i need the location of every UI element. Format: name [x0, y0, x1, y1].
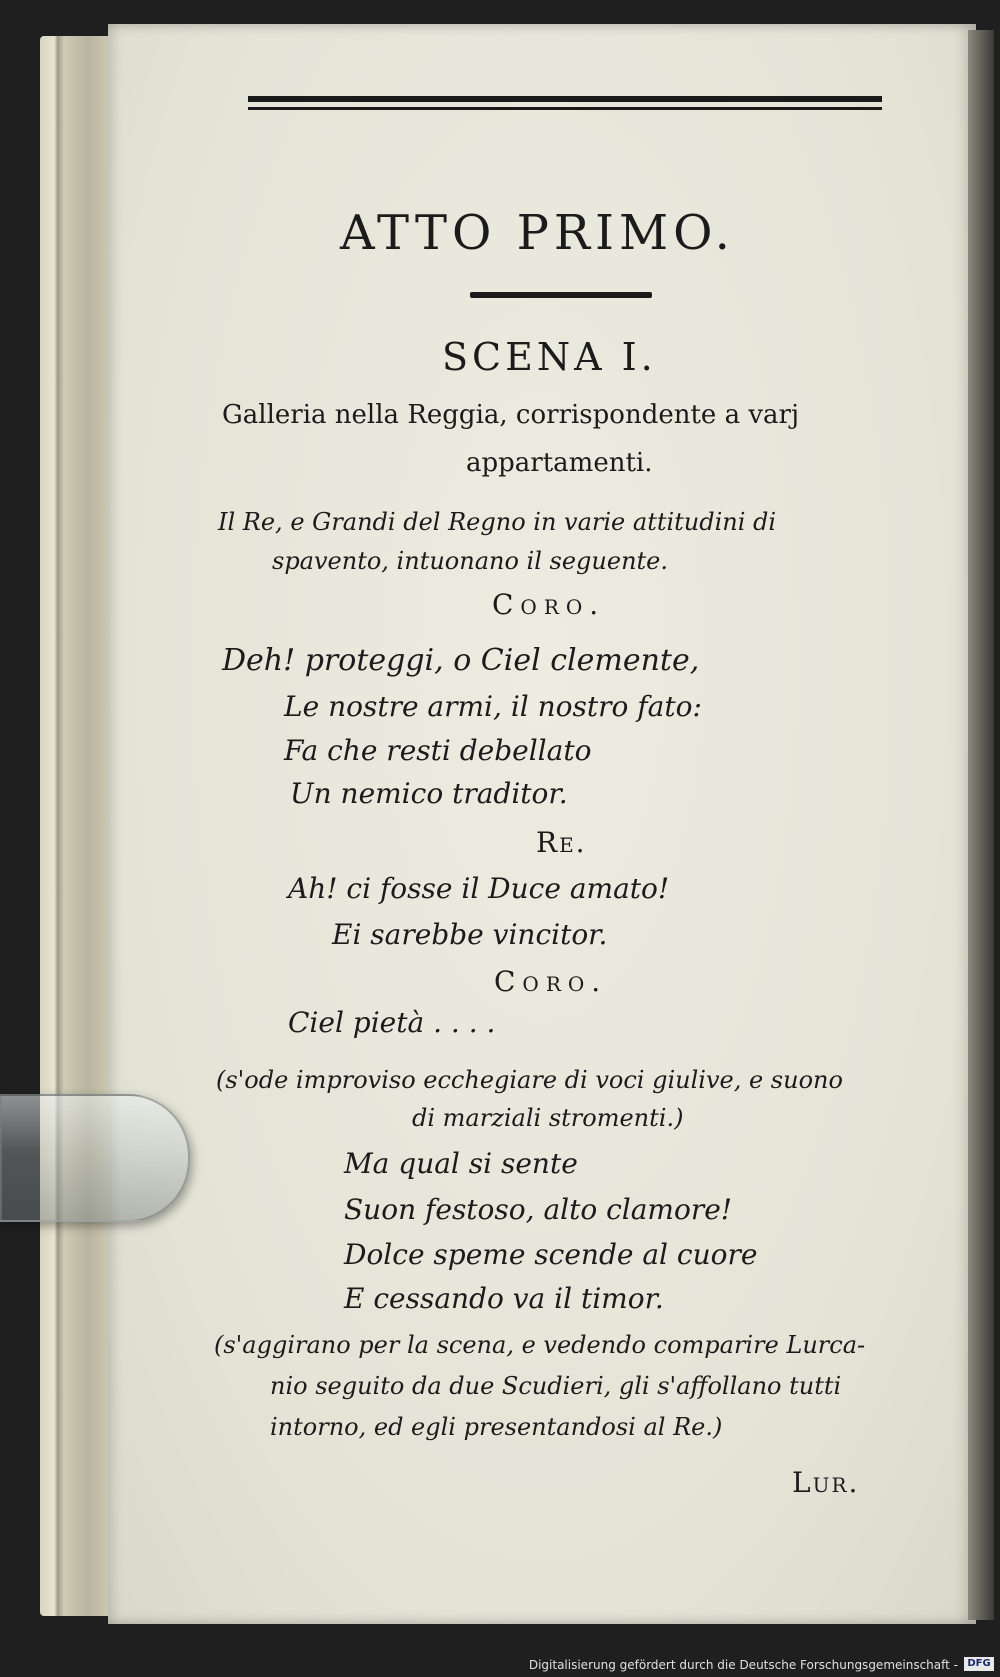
act-title: ATTO PRIMO. — [340, 205, 735, 261]
verse-4-1: Ma qual si sente — [344, 1147, 578, 1180]
verse-2-2: Ei sarebbe vincitor. — [332, 918, 608, 951]
binding-shadow — [968, 30, 994, 1620]
stage-1-line-2: di marziali stromenti.) — [412, 1104, 684, 1132]
rule-thick — [248, 96, 882, 102]
speaker-coro-2: Coro. — [494, 965, 608, 998]
verse-4-4: E cessando va il timor. — [344, 1282, 664, 1315]
stage-2-line-1: (s'aggirano per la scena, e vedendo comparire Lurca- — [214, 1331, 866, 1359]
verse-1-4: Un nemico traditor. — [290, 777, 568, 810]
speaker-lur: Lur. — [792, 1466, 860, 1499]
verse-3: Ciel pietà . . . . — [288, 1006, 496, 1039]
header-double-rule — [248, 96, 882, 114]
verse-1-1: Deh! proteggi, o Ciel clemente, — [222, 643, 700, 678]
direction-line-1: Il Re, e Grandi del Regno in varie attitudini di — [218, 508, 777, 536]
verse-1-3: Fa che resti debellato — [284, 734, 592, 767]
verse-1-2: Le nostre armi, il nostro fato: — [284, 690, 702, 723]
rule-thin — [248, 107, 882, 110]
digitization-credit: Digitalisierung gefördert durch die Deutsche Forschungsgemeinschaft - — [528, 1658, 958, 1672]
speaker-re: Re. — [536, 826, 587, 859]
setting-line-1: Galleria nella Reggia, corrispondente a varj — [222, 400, 800, 430]
stage-2-line-2: nio seguito da due Scudieri, gli s'affollano tutti — [270, 1372, 842, 1400]
title-rule — [470, 292, 652, 298]
stage-1-line-1: (s'ode improviso ecchegiare di voci giulive, e suono — [216, 1066, 843, 1094]
dfg-logo: DFG — [964, 1657, 994, 1671]
speaker-coro-1: Coro. — [492, 588, 606, 621]
scene-title: SCENA I. — [442, 335, 657, 379]
direction-line-2: spavento, intuonano il seguente. — [272, 547, 668, 575]
verse-4-2: Suon festoso, alto clamore! — [344, 1193, 733, 1226]
stage-2-line-3: intorno, ed egli presentandosi al Re.) — [270, 1413, 723, 1441]
setting-line-2: appartamenti. — [466, 448, 653, 478]
verse-2-1: Ah! ci fosse il Duce amato! — [288, 872, 670, 905]
verse-4-3: Dolce speme scende al cuore — [344, 1238, 758, 1271]
glass-page-weight — [0, 1094, 190, 1222]
